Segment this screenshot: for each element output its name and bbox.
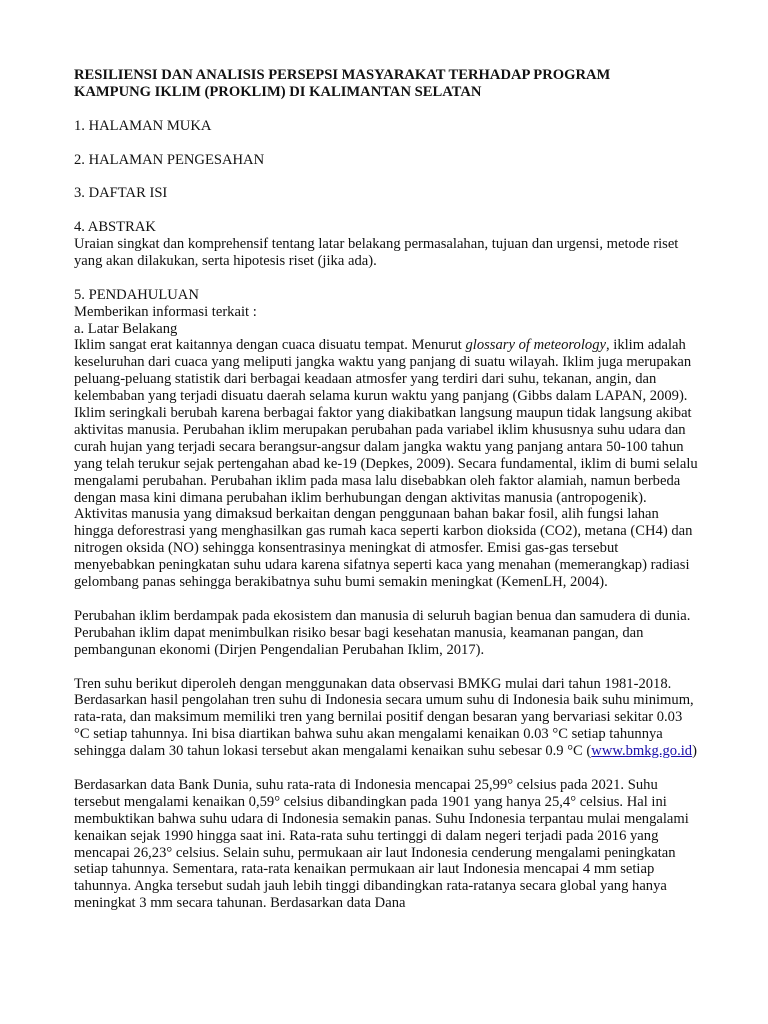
section-halaman-pengesahan: 2. HALAMAN PENGESAHAN — [74, 151, 265, 168]
pendahuluan-heading: 5. PENDAHULUAN — [74, 286, 199, 303]
paragraph-4: Berdasarkan data Bank Dunia, suhu rata-rata di Indonesia mencapai 25,99° celsius pada 2021. Suhu tersebut mengalami kenaikan 0,59° celsius dibandingkan pada 1901 yang hanya 25,4° celsius. Hal ini membuktikan bahwa suhu udara di Indonesia semakin panas. Suhu Indonesia terpantau mulai mengalami kenaikan sejak 1990 hingga saat ini. Rata-rata suhu tertinggi di dalam negeri terjadi pada 2016 yang mencapai 26,23° celsius. Selain suhu, permukaan air laut Indonesia cenderung mengalami peningkatan setiap tahunnya. Sementara, rata-rata kenaikan permukaan air laut Indonesia mencapai 4 mm setiap tahunnya. Angka tersebut sudah jauh lebih tinggi dibandingkan rata-ratanya secara global yang hanya meningkat 3 mm secara tahunan. Berdasarkan data Dana — [74, 776, 689, 912]
paragraph-3-start: Tren suhu berikut diperoleh dengan menggunakan data observasi BMKG mulai dari tahun 1981-2018. Berdasarkan hasil pengolahan tren suhu di Indonesia secara umum suhu di Indonesia baik suhu minimum, rata-rata, dan maksimum memiliki tren yang bernilai positif dengan besaran yang bervariasi sekitar 0.03 °C setiap tahunnya. Ini bisa diartikan bahwa suhu akan mengalami kenaikan 0.03 °C setiap tahunnya sehingga dalam 30 tahun lokasi tersebut akan mengalami kenaikan suhu sebesar 0.9 °C ( — [74, 675, 694, 760]
paragraph-3-end: ) — [692, 743, 697, 760]
section-halaman-muka: 1. HALAMAN MUKA — [74, 117, 212, 134]
abstrak-heading: 4. ABSTRAK — [74, 219, 156, 236]
pendahuluan-intro: Memberikan informasi terkait : — [74, 303, 257, 320]
paragraph-3 — [74, 676, 700, 761]
abstrak-text: Uraian singkat dan komprehensif tentang latar belakang permasalahan, tujuan dan urgensi, metode riset yang akan dilakukan, serta hipotesis riset (jika ada). — [74, 236, 679, 269]
title-line-2: KAMPUNG IKLIM (PROKLIM) DI KALIMANTAN SELATAN — [74, 83, 482, 100]
document-title — [74, 67, 700, 101]
title-line-1: RESILIENSI DAN ANALISIS PERSEPSI MASYARAKAT TERHADAP PROGRAM — [74, 67, 611, 83]
paragraph-1-italic: glossary of meteorology — [465, 337, 606, 354]
paragraph-1-start: Iklim sangat erat kaitannya dengan cuaca disuatu tempat. Menurut — [74, 337, 466, 354]
section-daftar-isi: 3. DAFTAR ISI — [74, 185, 168, 202]
paragraph-1-rest: , iklim adalah keseluruhan dari cuaca yang meliputi jangka waktu yang panjang di suatu wilayah. Iklim juga merupakan peluang-peluang statistik dari berbagai keadaan atmosfer yang terdiri dari suhu, tekanan, angin, dan kelembaban yang terjadi disuatu daerah selama kurun waktu yang panjang (Gibbs dalam LAPAN, 2009). Iklim seringkali berubah karena berbagai faktor yang diakibatkan langsung maupun tidak langsung akibat aktivitas manusia. Perubahan iklim merupakan perubahan pada variabel iklim khususnya suhu udara dan curah hujan yang terjadi secara berangsur-angsur dalam jangka waktu yang panjang antara 50-100 tahun yang telah terukur sejak pertengahan abad ke-19 (Depkes, 2009). Secara fundamental, iklim di bumi selalu mengalami perubahan. Perubahan iklim pada masa lalu disebabkan oleh faktor alamiah, namun berbeda dengan masa kini dimana perubahan iklim berhubungan dengan aktivitas manusia (antropogenik). Aktivitas manusia yang dimaksud berkaitan dengan penggunaan bahan bakar fosil, alih fungsi lahan hingga deforestrasi yang menghasilkan gas rumah kaca seperti karbon dioksida (CO2), metana (CH4) dan nitrogen oksida (NO) sehingga konsentrasinya meningkat di atmosfer. Emisi gas-gas tersebut menyebabkan peningkatan suhu udara karena sifatnya seperti kaca yang menahan (memerangkap) radiasi gelombang panas sehingga berakibatnya suhu bumi semakin meningkat (KemenLH, 2004). — [74, 337, 698, 591]
section-pendahuluan — [74, 287, 700, 591]
latar-belakang-heading: a. Latar Belakang — [74, 320, 178, 337]
paragraph-2: Perubahan iklim berdampak pada ekosistem dan manusia di seluruh bagian benua dan samudera di dunia. Perubahan iklim dapat menimbulkan risiko besar bagi kesehatan manusia, keamanan pangan, dan pembangunan ekonomi (Dirjen Pengendalian Perubahan Iklim, 2017). — [74, 607, 691, 658]
bmkg-link[interactable]: www.bmkg.go.id — [591, 743, 693, 760]
paragraph-1 — [74, 337, 700, 591]
section-abstrak — [74, 219, 700, 270]
